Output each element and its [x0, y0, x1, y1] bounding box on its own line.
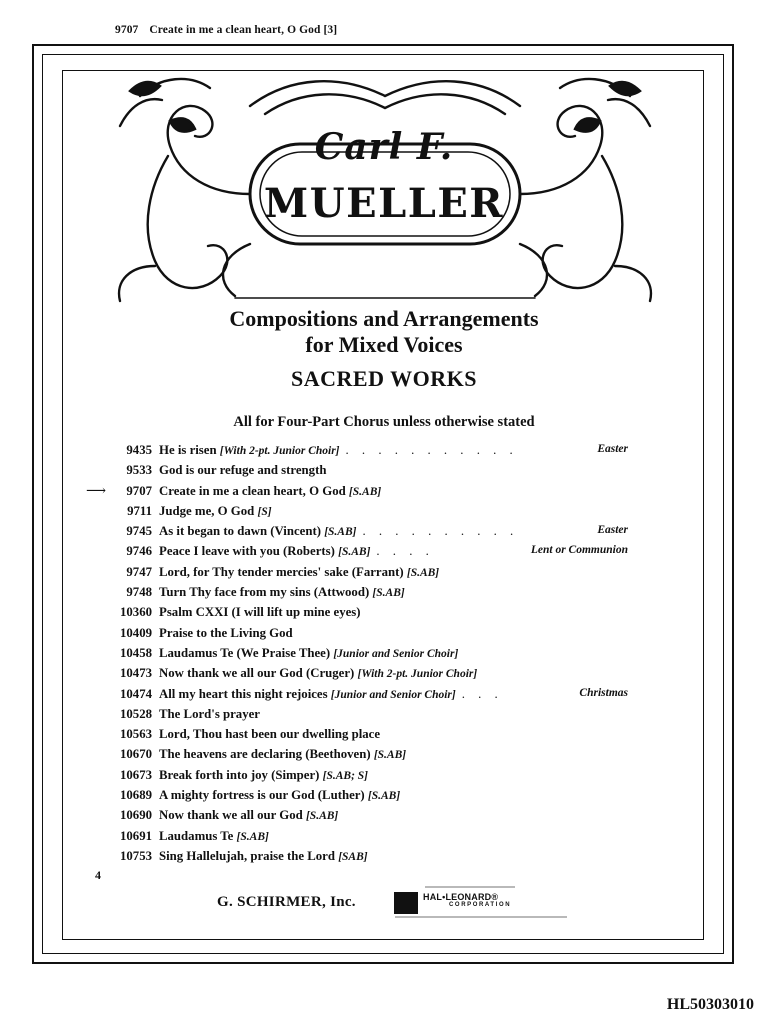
work-row — [86, 483, 650, 504]
work-row — [90, 524, 650, 544]
work-title-line — [159, 626, 293, 641]
work-title-line — [159, 443, 518, 458]
work-title-line — [159, 808, 338, 823]
product-code: HL50303010 — [666, 996, 754, 1013]
work-number: 9711 — [127, 503, 152, 518]
heading-sacred-works: SACRED WORKS — [291, 366, 477, 391]
distributor-sub: CORPORATION — [449, 902, 512, 908]
work-title-line — [159, 768, 368, 783]
work-number: 10458 — [120, 645, 152, 660]
work-title-line — [159, 687, 503, 702]
work-number: 10473 — [120, 666, 152, 681]
work-row — [90, 504, 650, 524]
work-row — [90, 544, 650, 564]
work-number: 9746 — [126, 544, 152, 559]
composer-first-name: Carl F. — [314, 126, 454, 168]
work-row — [90, 585, 650, 605]
work-title: As it began to dawn (Vincent) — [159, 524, 321, 539]
work-voicing-note: [S.AB] — [373, 749, 407, 762]
work-number: 10673 — [120, 767, 152, 782]
work-row — [90, 463, 650, 483]
work-occasion: Easter — [597, 524, 628, 537]
work-voicing-note: [S.AB] — [305, 810, 339, 823]
work-title-line — [159, 646, 458, 661]
work-title-line — [159, 565, 439, 580]
work-row — [90, 727, 650, 747]
work-number: 10528 — [120, 706, 152, 721]
work-title-line — [159, 849, 368, 864]
work-title: Sing Hallelujah, praise the Lord — [159, 848, 335, 863]
composer-surname: MUELLER — [263, 180, 505, 227]
work-title: Lord, for Thy tender mercies' sake (Farrant) — [159, 564, 404, 579]
work-title-line — [159, 585, 405, 600]
work-title: A mighty fortress is our God (Luther) — [159, 788, 365, 803]
work-title: Turn Thy face from my sins (Attwood) — [159, 585, 370, 600]
work-voicing-note: [S] — [257, 505, 272, 518]
work-title-line — [159, 463, 326, 478]
top-caption-number: 9707 — [115, 24, 139, 36]
current-item-arrow-icon: ⟶ — [86, 483, 107, 499]
hal-leonard-logo-icon — [394, 892, 418, 914]
work-row — [90, 768, 650, 788]
work-row — [90, 605, 650, 625]
work-number: 9748 — [126, 585, 152, 600]
work-voicing-note: [S.AB] — [372, 587, 405, 600]
work-number: 10691 — [120, 828, 152, 843]
work-voicing-note: [S.AB] — [406, 566, 440, 579]
work-title: Now thank we all our God — [159, 808, 303, 823]
leader-dots: . . . — [461, 686, 503, 701]
work-voicing-note: [SAB] — [338, 850, 368, 863]
work-number: 10563 — [120, 727, 152, 742]
work-number: 10360 — [120, 605, 152, 620]
work-title: Break forth into joy (Simper) — [159, 767, 320, 782]
work-occasion: Christmas — [579, 686, 628, 699]
work-voicing-note: [S.AB] — [367, 790, 401, 803]
work-row — [90, 849, 650, 869]
publisher-name: G. SCHIRMER, Inc. — [217, 894, 356, 910]
work-row — [90, 747, 650, 767]
leader-dots: . . . . . . . . . . — [362, 524, 519, 539]
work-title: The heavens are declaring (Beethoven) — [159, 747, 371, 762]
work-title: Laudamus Te — [159, 828, 234, 843]
work-voicing-note: [Junior and Senior Choir] — [330, 688, 456, 701]
top-caption — [115, 24, 337, 36]
work-title: Judge me, O God — [159, 503, 255, 518]
work-title-line — [159, 605, 361, 620]
work-row — [90, 707, 650, 727]
work-number: 10690 — [120, 808, 152, 823]
work-number: 9435 — [126, 443, 152, 457]
work-voicing-note: [With 2-pt. Junior Choir] — [219, 445, 340, 457]
work-voicing-note: [S.AB; S] — [322, 769, 368, 782]
work-voicing-note: [With 2-pt. Junior Choir] — [357, 668, 478, 681]
work-number: 9745 — [126, 524, 152, 539]
work-title-line — [159, 666, 477, 681]
work-row — [90, 666, 650, 686]
work-voicing-note: [S.AB] — [236, 830, 269, 843]
work-number: 10670 — [120, 747, 152, 762]
work-occasion: Easter — [597, 443, 628, 455]
work-title-line — [159, 747, 406, 762]
hal-leonard-logo — [393, 886, 569, 916]
work-row — [90, 829, 650, 849]
work-title-line — [159, 484, 381, 499]
heading-mixed-voices: for Mixed Voices — [305, 332, 463, 357]
work-number: 10409 — [120, 625, 152, 640]
work-row — [90, 808, 650, 828]
work-title-line — [159, 829, 269, 844]
work-number: 9707 — [126, 483, 152, 498]
page-number: 4 — [95, 868, 101, 882]
work-title: Create in me a clean heart, O God — [159, 483, 346, 498]
work-title: Peace I leave with you (Roberts) — [159, 544, 335, 559]
work-number: 9533 — [126, 463, 152, 478]
work-title: Lord, Thou hast been our dwelling place — [159, 727, 381, 742]
work-row — [90, 565, 650, 585]
work-row — [90, 788, 650, 808]
work-occasion: Lent or Communion — [530, 544, 628, 557]
heading-compositions: Compositions and Arrangements — [229, 306, 539, 331]
work-title-line — [159, 788, 400, 803]
work-number: 9747 — [126, 564, 152, 579]
distributor-name: HAL•LEONARD® — [423, 892, 499, 902]
work-voicing-note: [S.AB] — [348, 485, 382, 498]
work-voicing-note: [Junior and Senior Choir] — [333, 647, 459, 660]
top-caption-title: Create in me a clean heart, O God [3] — [149, 24, 338, 36]
work-title: He is risen — [159, 443, 217, 457]
work-title-line — [159, 707, 260, 722]
leader-dots: . . . . — [376, 544, 434, 559]
work-number: 10689 — [120, 788, 152, 803]
subheading-four-part: All for Four-Part Chorus unless otherwise stated — [233, 414, 535, 430]
works-list — [86, 443, 650, 869]
work-row — [90, 687, 650, 707]
work-title-line — [159, 727, 380, 742]
work-title-line — [159, 544, 434, 559]
work-title: Now thank we all our God (Cruger) — [159, 666, 355, 681]
work-voicing-note: [S.AB] — [338, 546, 371, 559]
work-title: Praise to the Living God — [159, 625, 293, 640]
work-row — [90, 646, 650, 666]
work-title: Psalm CXXI (I will lift up mine eyes) — [159, 605, 361, 620]
work-number: 10753 — [120, 848, 152, 863]
work-title: The Lord's prayer — [159, 706, 260, 721]
work-title-line — [159, 524, 518, 539]
work-number: 10474 — [120, 686, 152, 701]
work-row — [90, 626, 650, 646]
work-title-line — [159, 504, 272, 519]
work-title: All my heart this night rejoices — [159, 686, 328, 701]
work-row — [90, 443, 650, 463]
work-voicing-note: [S.AB] — [324, 526, 357, 539]
work-title: Laudamus Te (We Praise Thee) — [159, 645, 331, 660]
work-title: God is our refuge and strength — [159, 463, 327, 478]
leader-dots: . . . . . . . . . . . — [345, 443, 518, 457]
